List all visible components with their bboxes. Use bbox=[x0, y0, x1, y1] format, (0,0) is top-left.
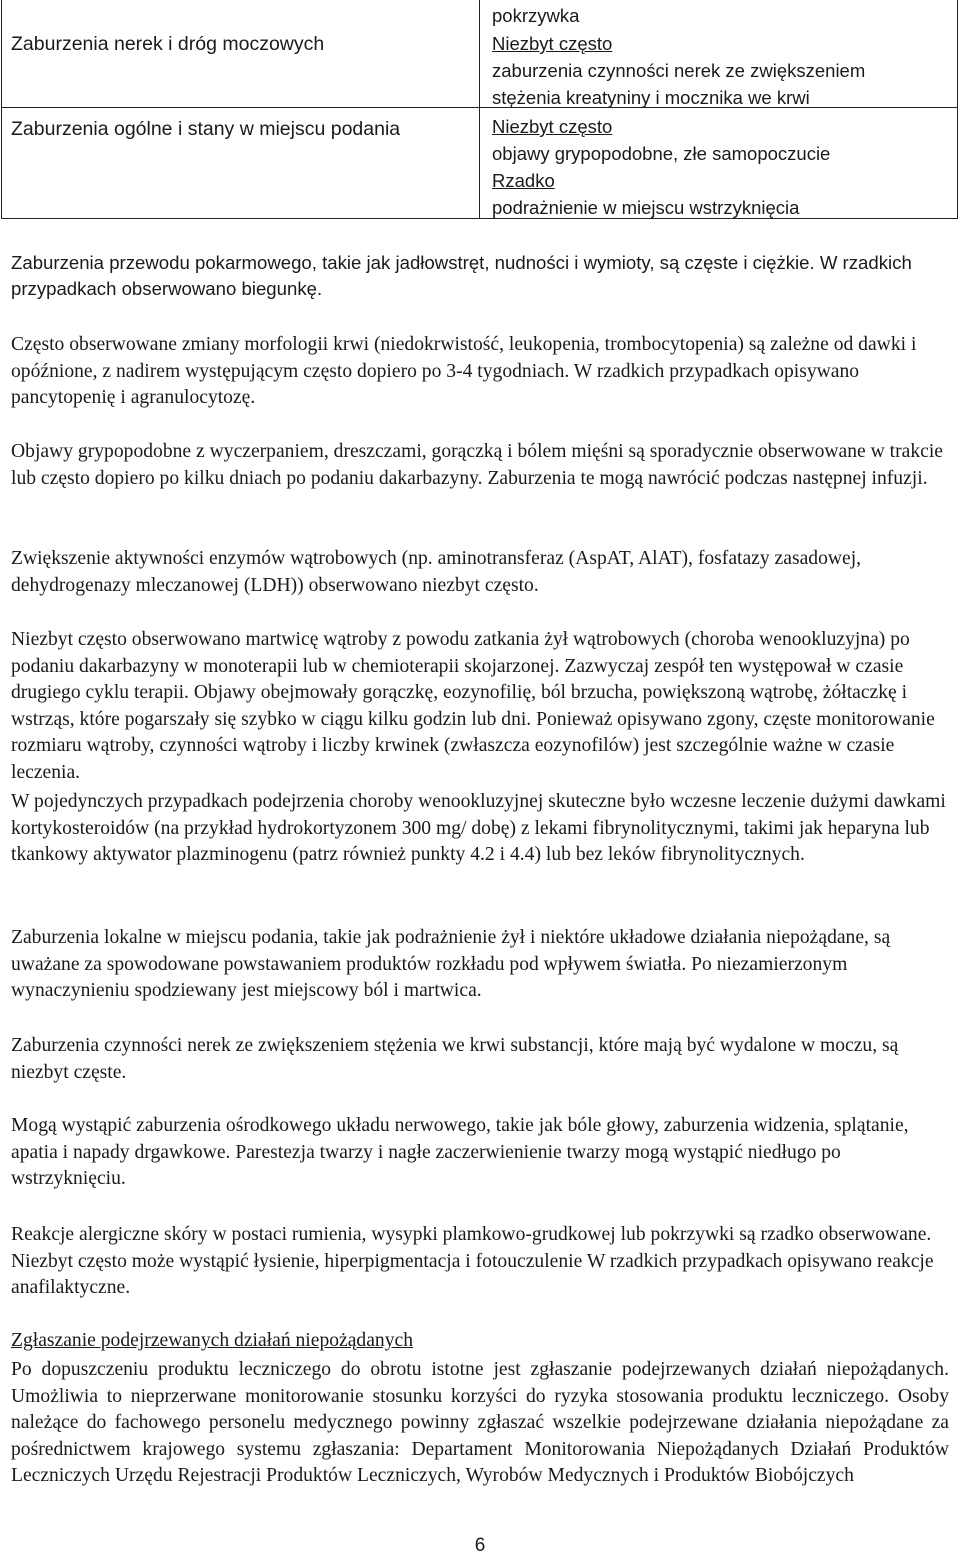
paragraph-gastrointestinal: Zaburzenia przewodu pokarmowego, takie jak jadłowstręt, nudności i wymioty, są częste i ciężkie. W rzadkich przypadkach obserwowano biegunkę. bbox=[11, 252, 912, 299]
organ-class-cell bbox=[2, 108, 480, 219]
page-number: 6 bbox=[474, 1535, 486, 1556]
paragraph-liver-necrosis: Niezbyt często obserwowano martwicę wątroby z powodu zatkania żył wątrobowych (choroba wenookluzyjna) po podaniu dakarbazyny w monoterapii lub w chemioterapii skojarzonej. Zazwyczaj zespół ten występował w czasie drugiego cyklu terapii. Objawy obejmowały gorączkę, eozynofilię, ból brzucha, powiększoną wątrobę, żółtaczkę i wstrząs, które pogarszały się szybko w ciągu kilku godzin lub dni. Ponieważ opisywano zgony, częste monitorowanie rozmiaru wątroby, czynności wątroby i liczby krwinek (zwłaszcza eozynofilów) jest szczególnie ważne w czasie leczenia. bbox=[11, 629, 935, 783]
organ-class-cell bbox=[2, 0, 480, 107]
table-row bbox=[2, 108, 957, 219]
paragraph-skin: Reakcje alergiczne skóry w postaci rumienia, wysypki plamkowo-grudkowej lub pokrzywki są rzadko obserwowane. Niezbyt często może wystąpić łysienie, hiperpigmentacja i fotouczulenie W rzadkich przypadkach opisywano reakcje anafilaktyczne. bbox=[11, 1224, 934, 1298]
adverse-reactions-table bbox=[1, 0, 958, 219]
paragraph-cns: Mogą wystąpić zaburzenia ośrodkowego układu nerwowego, takie jak bóle głowy, zaburzenia widzenia, splątanie, apatia i napady drgawkowe. Parestezja twarzy i nagłe zaczerwienienie twarzy mogą wystąpić niedługo po wstrzyknięciu. bbox=[11, 1115, 909, 1189]
paragraph-renal: Zaburzenia czynności nerek ze zwiększeniem stężenia we krwi substancji, które mają być wydalone w moczu, są niezbyt częste. bbox=[11, 1035, 899, 1083]
organ-class-label: Zaburzenia nerek i dróg moczowych bbox=[11, 33, 325, 55]
reaction-line: pokrzywka bbox=[492, 5, 580, 26]
paragraph-flu-like: Objawy grypopodobne z wyczerpaniem, dreszczami, gorączką i bólem mięśni są sporadycznie obserwowane w trakcie lub często dopiero po kilku dniach po podaniu dakarbazyny. Zaburzenia te mogą nawrócić podczas następnej infuzji. bbox=[11, 441, 943, 489]
organ-class-label: Zaburzenia ogólne i stany w miejscu podania bbox=[11, 118, 401, 140]
paragraph-veno-occlusive-treatment: W pojedynczych przypadkach podejrzenia choroby wenookluzyjnej skuteczne było wczesne leczenie dużymi dawkami kortykosteroidów (na przykład hydrokortyzonem 300 mg/ dobę) z lekami fibrynolitycznymi, takimi jak heparyna lub tkankowy aktywator plazminogenu (patrz również punkty 4.2 i 4.4) lub bez leków fibrynolitycznych. bbox=[11, 791, 946, 865]
reactions-cell bbox=[480, 0, 957, 107]
table-row bbox=[2, 0, 957, 108]
reactions-cell bbox=[480, 108, 957, 219]
reaction-line: stężenia kreatyniny i mocznika we krwi bbox=[492, 87, 810, 108]
frequency-label: Niezbyt często bbox=[492, 33, 613, 54]
paragraph-liver-enzymes: Zwiększenie aktywności enzymów wątrobowych (np. aminotransferaz (AspAT, AlAT), fosfatazy zasadowej, dehydrogenazy mleczanowej (LDH)) obserwowano niezbyt często. bbox=[11, 548, 862, 596]
paragraph-local-reactions: Zaburzenia lokalne w miejscu podania, takie jak podrażnienie żył i niektóre układowe działania niepożądane, są uważane za spowodowane powstawaniem produktów rozkładu pod wpływem światła. Po niezamierzonym wynaczynieniu spodziewany jest miejscowy ból i martwica. bbox=[11, 927, 891, 1001]
paragraph-blood: Często obserwowane zmiany morfologii krwi (niedokrwistość, leukopenia, trombocytopenia) są zależne od dawki i opóźnione, z nadirem występującym często dopiero po 3-4 tygodniach. W rzadkich przypadkach opisywano pancytopenię i agranulocytozę. bbox=[11, 334, 917, 408]
reaction-line: zaburzenia czynności nerek ze zwiększeniem bbox=[492, 60, 866, 81]
reporting-section-title: Zgłaszanie podejrzewanych działań niepożądanych bbox=[11, 1330, 414, 1351]
frequency-label: Niezbyt często bbox=[492, 116, 613, 137]
reporting-section-body: Po dopuszczeniu produktu leczniczego do obrotu istotne jest zgłaszanie podejrzewanych działań niepożądanych. Umożliwia to nieprzerwane monitorowanie stosunku korzyści do ryzyka stosowania produktu leczniczego. Osoby należące do fachowego personelu medycznego powinny zgłaszać wszelkie podejrzewane działania niepożądane za pośrednictwem krajowego systemu zgłaszania: Departament Monitorowania Niepożądanych Działań Produktów Leczniczych Urzędu Rejestracji Produktów Leczniczych, Wyrobów Medycznych i Produktów Biobójczych bbox=[11, 1359, 949, 1486]
reaction-line: podrażnienie w miejscu wstrzyknięcia bbox=[492, 197, 800, 218]
frequency-label: Rzadko bbox=[492, 170, 555, 191]
reaction-line: objawy grypopodobne, złe samopoczucie bbox=[492, 143, 831, 164]
